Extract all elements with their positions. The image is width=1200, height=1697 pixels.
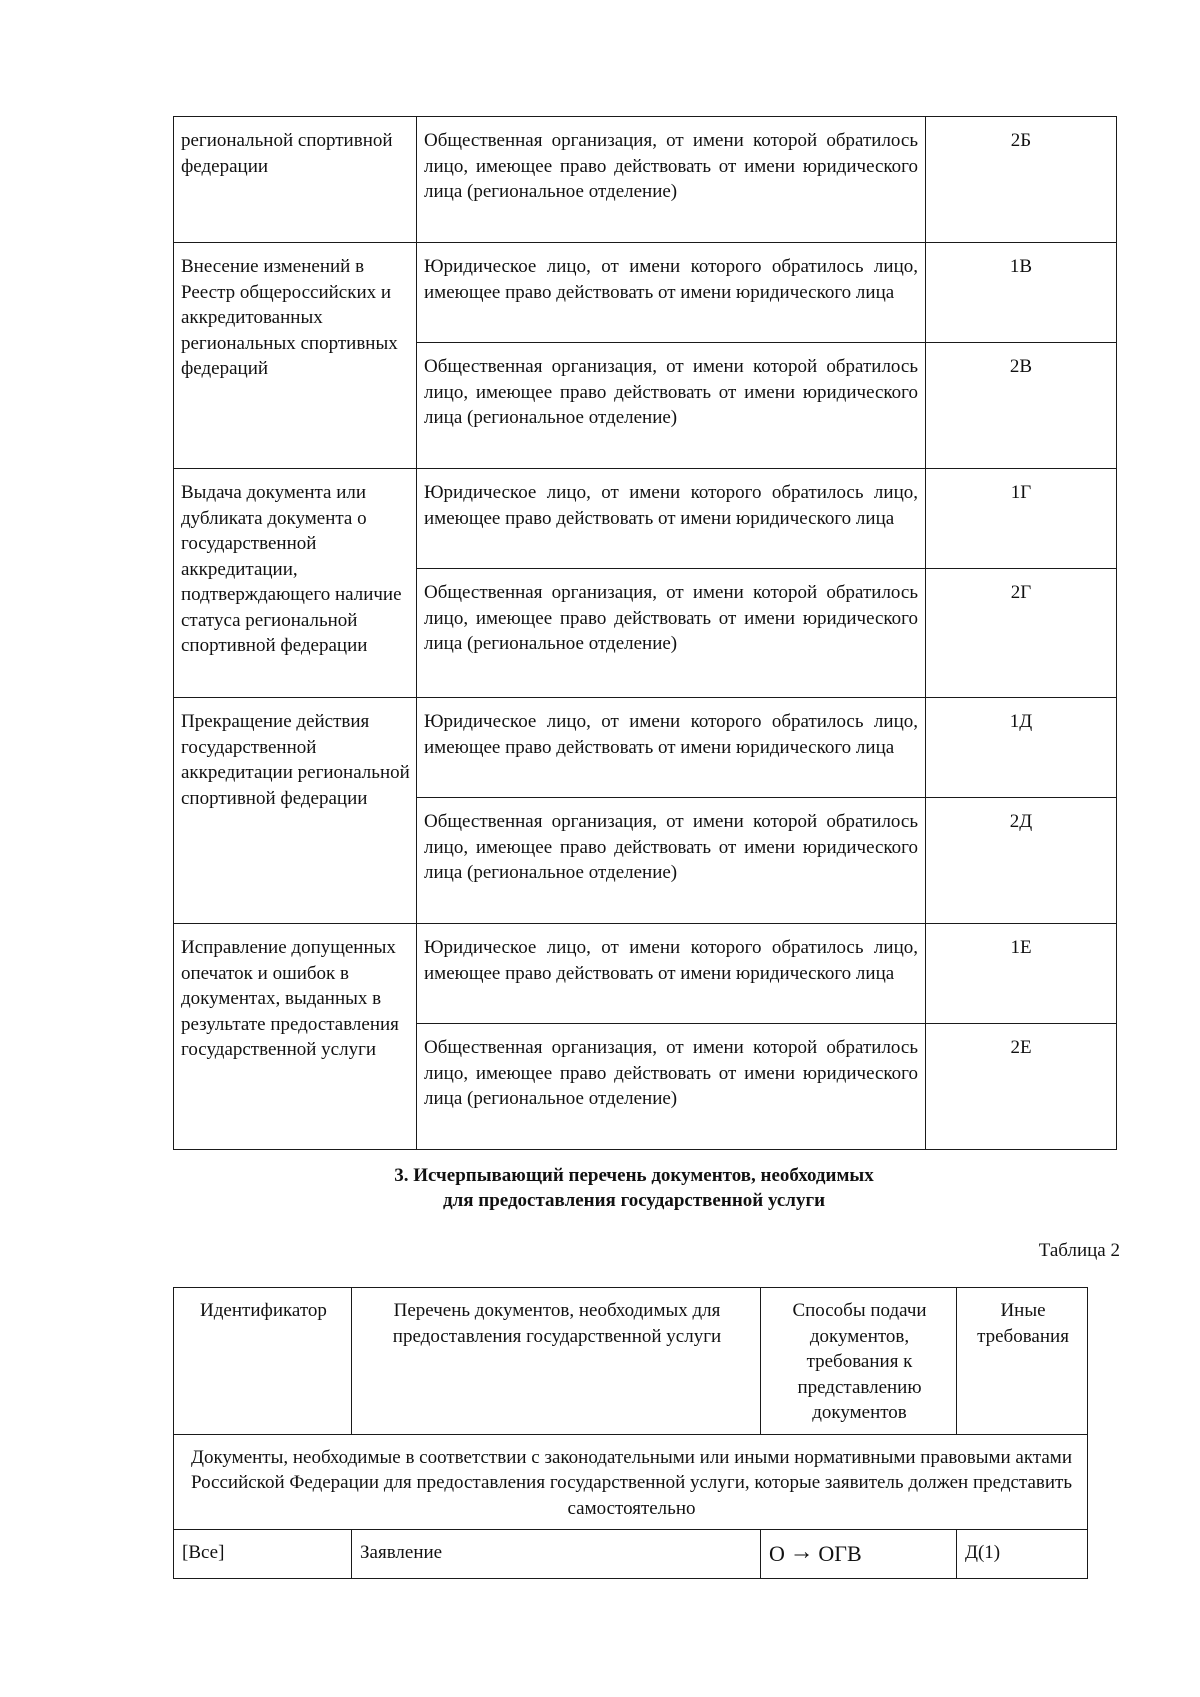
header-other-requirements: Иные требования bbox=[957, 1288, 1088, 1435]
applicant-category: Общественная организация, от имени которой обратилось лицо, имеющее право действовать от имени юридического лица (региональное отделение) bbox=[417, 569, 926, 698]
applicant-variants-body bbox=[174, 117, 1117, 1150]
table-2-caption: Таблица 2 bbox=[1038, 1240, 1120, 1261]
variant-code: 2Е bbox=[926, 1024, 1117, 1150]
applicant-category: Общественная организация, от имени которой обратилось лицо, имеющее право действовать от имени юридического лица (региональное отделение) bbox=[417, 1024, 926, 1150]
header-documents-list: Перечень документов, необходимых для предоставления государственной услуги bbox=[352, 1288, 761, 1435]
documents-table-header-row bbox=[174, 1288, 1088, 1435]
section-3-heading-line-2: для предоставления государственной услуги bbox=[442, 1190, 826, 1211]
table-row bbox=[174, 924, 1117, 1024]
service-variant-name: Прекращение действия государственной аккредитации региональной спортивной федерации bbox=[174, 698, 417, 924]
applicant-category: Юридическое лицо, от имени которого обратилось лицо, имеющее право действовать от имени юридического лица bbox=[417, 243, 926, 343]
variant-code: 1Д bbox=[926, 698, 1117, 798]
header-identifier: Идентификатор bbox=[174, 1288, 352, 1435]
variant-code: 2Г bbox=[926, 569, 1117, 698]
section-3-heading bbox=[173, 1163, 1095, 1213]
table-row bbox=[174, 117, 1117, 243]
applicant-category: Общественная организация, от имени которой обратилось лицо, имеющее право действовать от имени юридического лица (региональное отделение) bbox=[417, 798, 926, 924]
applicant-variants-table bbox=[173, 116, 1117, 1150]
table-row bbox=[174, 698, 1117, 798]
variant-code: 2Б bbox=[926, 117, 1117, 243]
variant-code: 2В bbox=[926, 343, 1117, 469]
table-row bbox=[174, 469, 1117, 569]
row-document: Заявление bbox=[352, 1530, 761, 1579]
variant-code: 1Е bbox=[926, 924, 1117, 1024]
variant-code: 1Г bbox=[926, 469, 1117, 569]
applicant-category: Юридическое лицо, от имени которого обратилось лицо, имеющее право действовать от имени юридического лица bbox=[417, 698, 926, 798]
table-row bbox=[174, 243, 1117, 343]
table-row bbox=[174, 1530, 1088, 1579]
row-submission-method bbox=[761, 1530, 957, 1579]
documents-table bbox=[173, 1287, 1088, 1579]
header-submission-methods: Способы подачи документов, требования к представлению документов bbox=[761, 1288, 957, 1435]
service-variant-name: региональной спортивной федерации bbox=[174, 117, 417, 243]
applicant-category: Юридическое лицо, от имени которого обратилось лицо, имеющее право действовать от имени юридического лица bbox=[417, 924, 926, 1024]
section-3-heading-line-1: 3. Исчерпывающий перечень документов, необходимых bbox=[394, 1165, 874, 1186]
row-identifier: [Все] bbox=[174, 1530, 352, 1579]
service-variant-name: Внесение изменений в Реестр общероссийских и аккредитованных региональных спортивных федераций bbox=[174, 243, 417, 469]
arrow-right-icon: → bbox=[789, 1539, 814, 1565]
submit-to: ОГВ bbox=[818, 1541, 862, 1566]
documents-section-title: Документы, необходимые в соответствии с законодательными или иными нормативными правовыми актами Российской Федерации для предоставления государственной услуги, которые заявитель должен представить самостоятельно bbox=[174, 1434, 1088, 1530]
service-variant-name: Исправление допущенных опечаток и ошибок в документах, выданных в результате предоставления государственной услуги bbox=[174, 924, 417, 1150]
row-other-requirements: Д(1) bbox=[957, 1530, 1088, 1579]
documents-section-row bbox=[174, 1434, 1088, 1530]
applicant-category: Юридическое лицо, от имени которого обратилось лицо, имеющее право действовать от имени юридического лица bbox=[417, 469, 926, 569]
variant-code: 2Д bbox=[926, 798, 1117, 924]
variant-code: 1В bbox=[926, 243, 1117, 343]
applicant-category: Общественная организация, от имени которой обратилось лицо, имеющее право действовать от имени юридического лица (региональное отделение) bbox=[417, 117, 926, 243]
applicant-category: Общественная организация, от имени которой обратилось лицо, имеющее право действовать от имени юридического лица (региональное отделение) bbox=[417, 343, 926, 469]
service-variant-name: Выдача документа или дубликата документа о государственной аккредитации, подтверждающего наличие статуса региональной спортивной федерации bbox=[174, 469, 417, 698]
submit-from: О bbox=[769, 1541, 785, 1566]
